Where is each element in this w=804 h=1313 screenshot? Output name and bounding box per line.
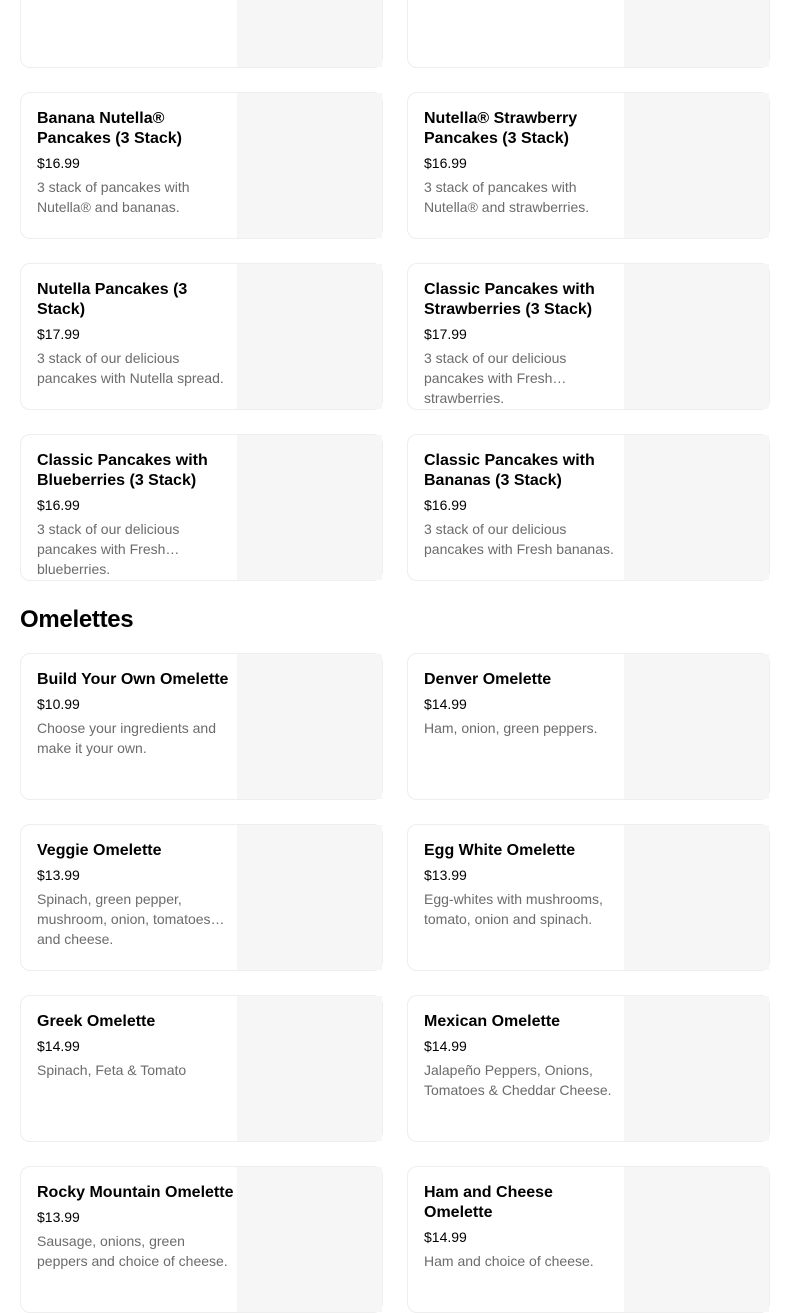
menu-item-card[interactable] <box>20 1166 383 1313</box>
menu-item-price: $14.99 <box>424 1038 467 1054</box>
menu-item-image <box>237 825 382 970</box>
menu-item-image <box>624 93 769 238</box>
menu-item-card[interactable] <box>20 92 383 239</box>
menu-item-image <box>237 996 382 1141</box>
menu-item-name: Mexican Omelette <box>424 1013 561 1030</box>
menu-item-price: $13.99 <box>37 867 80 883</box>
menu-item-image <box>624 654 769 799</box>
menu-item-info <box>21 1167 237 1312</box>
menu-item-price: $10.99 <box>37 696 80 712</box>
menu-item-info <box>408 654 624 799</box>
menu-item-image <box>237 93 382 238</box>
menu-item-info <box>21 435 237 580</box>
menu-item-card[interactable] <box>407 92 770 239</box>
menu-item-info <box>21 825 237 970</box>
menu-item-description: 3 stack of our delicious pancakes with Nutella spread. <box>37 350 224 386</box>
menu-item-price: $16.99 <box>424 497 467 513</box>
menu-item-name: Classic Pancakes with Blueberries (3 Stack) <box>37 452 208 489</box>
menu-item-name: Greek Omelette <box>37 1013 156 1030</box>
menu-item-price: $16.99 <box>37 497 80 513</box>
menu-item-description: 3 stack of our delicious pancakes with Fresh bananas. <box>424 521 614 557</box>
menu-item-image <box>237 654 382 799</box>
menu-item-info <box>21 996 237 1141</box>
omelettes-item-grid <box>20 653 770 1313</box>
menu-item-image <box>237 435 382 580</box>
menu-item-description: 3 stack of our delicious pancakes with Fresh strawberries. <box>424 350 567 406</box>
menu-item-name: Banana Nutella® Pancakes (3 Stack) <box>37 110 182 147</box>
menu-item-info <box>408 264 624 409</box>
menu-item-description: Ham and choice of cheese. <box>424 1253 594 1269</box>
menu-item-image <box>624 0 769 67</box>
menu-item-name: Build Your Own Omelette <box>37 671 229 688</box>
menu-item-price: $16.99 <box>424 155 467 171</box>
menu-item-info <box>21 93 237 238</box>
menu-item-card[interactable] <box>20 995 383 1142</box>
menu-item-image <box>624 435 769 580</box>
menu-item-name: Egg White Omelette <box>424 842 576 859</box>
menu-item-info <box>408 93 624 238</box>
menu-item-card[interactable] <box>407 995 770 1142</box>
menu-item-info <box>408 996 624 1141</box>
menu-item-description: Sausage, onions, green peppers and choice of cheese. <box>37 1233 228 1269</box>
menu-item-price: $16.99 <box>37 155 80 171</box>
menu-item-description: Choose your ingredients and make it your own. <box>37 720 217 756</box>
menu-item-card[interactable] <box>407 653 770 800</box>
menu-item-description: 3 stack of our delicious pancakes with Fresh blueberries. <box>37 521 180 577</box>
menu-item-card[interactable] <box>407 0 770 68</box>
menu-item-card[interactable] <box>20 0 383 68</box>
menu-item-description: 3 stack of pancakes with Nutella® and strawberries. <box>424 179 590 215</box>
menu-item-name: Classic Pancakes with Bananas (3 Stack) <box>424 452 595 489</box>
menu-item-image <box>237 264 382 409</box>
menu-item-price: $17.99 <box>424 326 467 342</box>
menu-item-description: Egg-whites with mushrooms, tomato, onion and spinach. <box>424 891 603 927</box>
menu-item-description: Jalapeño Peppers, Onions, Tomatoes & Cheddar Cheese. <box>424 1062 612 1098</box>
menu-item-image <box>624 1167 769 1312</box>
menu-item-name: Nutella Pancakes (3 Stack) <box>37 281 188 318</box>
menu-item-price: $13.99 <box>424 867 467 883</box>
menu-item-info <box>408 435 624 580</box>
menu-item-card[interactable] <box>20 824 383 971</box>
menu-item-price: $14.99 <box>37 1038 80 1054</box>
menu-item-info <box>408 0 624 67</box>
menu-item-info <box>408 825 624 970</box>
menu-item-name: Nutella® Strawberry Pancakes (3 Stack) <box>424 110 578 147</box>
menu-item-description: 3 stack of pancakes with Nutella® and bananas. <box>37 179 190 215</box>
menu-item-image <box>237 0 382 67</box>
menu-item-info <box>21 654 237 799</box>
menu-item-name: Denver Omelette <box>424 671 552 688</box>
menu-item-info <box>21 264 237 409</box>
menu-item-description: Spinach, Feta & Tomato <box>37 1062 187 1078</box>
menu-item-description: Spinach, green pepper, mushroom, onion, tomatoes and cheese. <box>37 891 211 947</box>
menu-item-card[interactable] <box>407 434 770 581</box>
menu-item-image <box>624 264 769 409</box>
menu-item-info <box>408 1167 624 1312</box>
menu-item-name: Ham and Cheese Omelette <box>424 1184 553 1221</box>
menu-item-price: $13.99 <box>37 1209 80 1225</box>
menu-item-image <box>237 1167 382 1312</box>
menu-item-card[interactable] <box>407 1166 770 1313</box>
menu-item-price: $14.99 <box>424 696 467 712</box>
menu-item-info <box>21 0 237 67</box>
menu-item-name: Classic Pancakes with Strawberries (3 Stack) <box>424 281 595 318</box>
menu-item-card[interactable] <box>407 824 770 971</box>
pancakes-item-grid <box>20 0 770 581</box>
menu-item-price: $17.99 <box>37 326 80 342</box>
menu-item-card[interactable] <box>20 434 383 581</box>
menu-item-name: Rocky Mountain Omelette <box>37 1184 234 1201</box>
menu-item-card[interactable] <box>20 653 383 800</box>
menu-item-image <box>624 825 769 970</box>
menu-item-card[interactable] <box>20 263 383 410</box>
menu-item-description: Ham, onion, green peppers. <box>424 720 598 736</box>
menu-item-name: Veggie Omelette <box>37 842 162 859</box>
menu-item-image <box>624 996 769 1141</box>
menu-item-card[interactable] <box>407 263 770 410</box>
section-title-omelettes: Omelettes <box>20 606 134 633</box>
menu-item-price: $14.99 <box>424 1229 467 1245</box>
